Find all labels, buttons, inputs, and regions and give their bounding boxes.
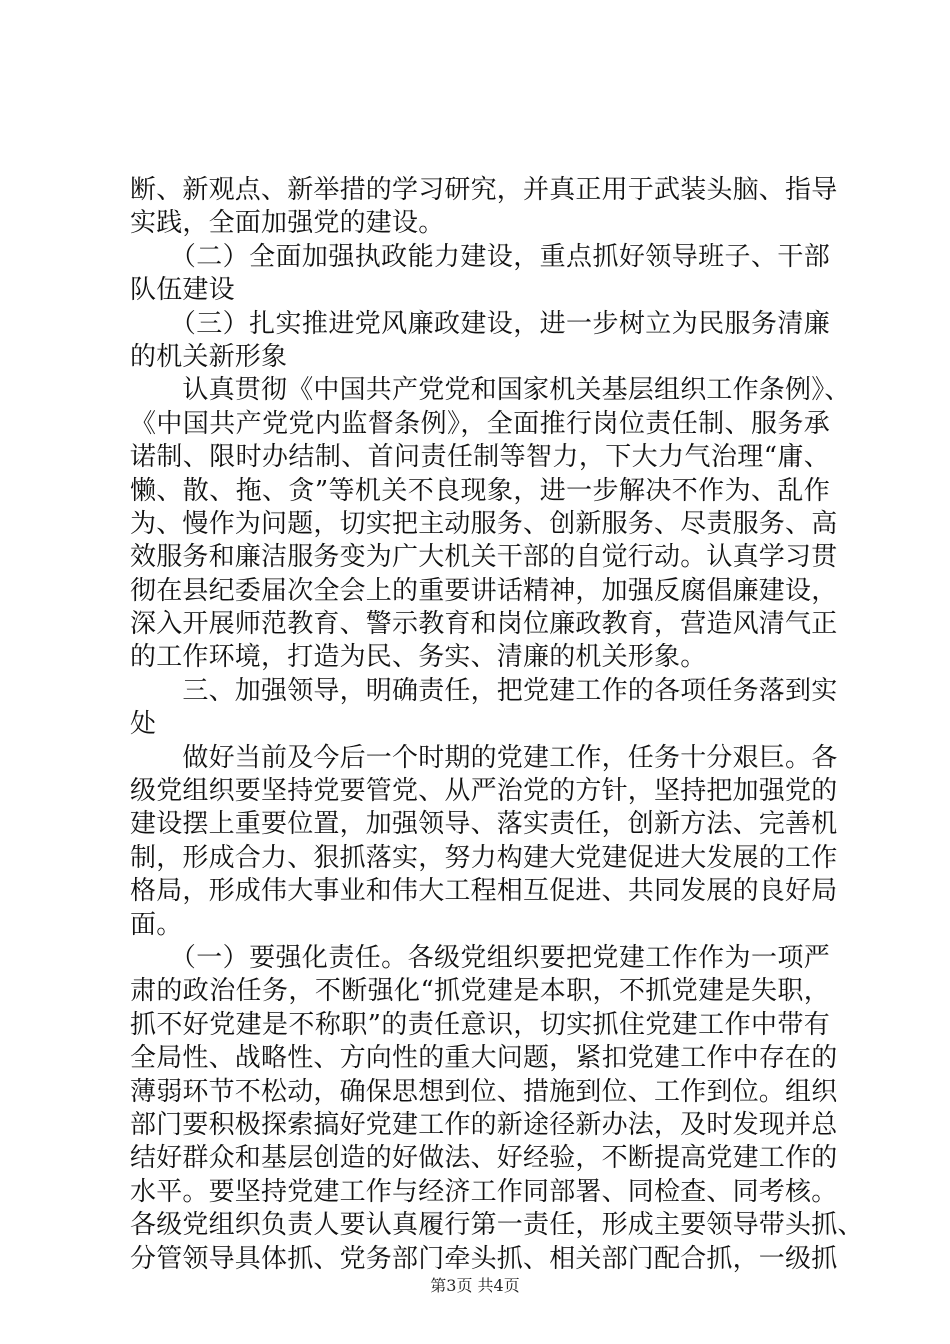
text-line: 认真贯彻《中国共产党党和国家机关基层组织工作条例》、 [130,375,851,406]
text-line: 格局，形成伟大事业和伟大工程相互促进、共同发展的良好局 [130,876,838,907]
text-line: 水平。要坚持党建工作与经济工作同部署、同检查、同考核。 [130,1176,838,1207]
text-line: 结好群众和基层创造的好做法、好经验，不断提高党建工作的 [130,1143,838,1174]
text-line: 实践，全面加强党的建设。 [130,208,445,239]
text-line: 肃的政治任务，不断强化“抓党建是本职，不抓党建是失职， [130,976,830,1007]
text-line: 彻在县纪委届次全会上的重要讲话精神，加强反腐倡廉建设， [130,575,838,606]
text-line: 部门要积极探索搞好党建工作的新途径新办法，及时发现并总 [130,1109,838,1140]
text-line: （三）扎实推进党风廉政建设，进一步树立为民服务清廉 [130,308,830,339]
text-line: 制，形成合力、狠抓落实，努力构建大党建促进大发展的工作 [130,842,838,873]
text-line: 队伍建设 [130,275,235,306]
text-line: 深入开展师范教育、警示教育和岗位廉政教育，营造风清气正 [130,609,838,640]
text-line: 断、新观点、新举措的学习研究，并真正用于武装头脑、指导 [130,175,838,205]
text-line: 《中国共产党党内监督条例》，全面推行岗位责任制、服务承 [130,408,830,439]
text-line: 三、加强领导，明确责任，把党建工作的各项任务落到实 [130,675,838,706]
text-line: 薄弱环节不松动，确保思想到位、措施到位、工作到位。组织 [130,1076,838,1107]
text-line: 做好当前及今后一个时期的党建工作，任务十分艰巨。各 [130,742,838,773]
text-line: 处 [130,709,157,740]
text-line: 效服务和廉洁服务变为广大机关干部的自觉行动。认真学习贯 [130,542,838,573]
text-line: 全局性、战略性、方向性的重大问题，紧扣党建工作中存在的 [130,1043,838,1074]
text-line: 为、慢作为问题，切实把主动服务、创新服务、尽责服务、高 [130,508,838,539]
text-line: 各级党组织负责人要认真履行第一责任，形成主要领导带头抓、 [130,1210,864,1241]
text-line: 的机关新形象 [130,341,288,372]
document-body [130,174,864,1276]
text-line: 抓不好党建是不称职”的责任意识，切实抓住党建工作中带有 [130,1009,830,1040]
text-line: （二）全面加强执政能力建设，重点抓好领导班子、干部 [130,241,830,272]
page-footer: 第3页 共4页 [430,1276,520,1295]
text-line: 的工作环境，打造为民、务实、清廉的机关形象。 [130,642,707,673]
text-line: 分管领导具体抓、党务部门牵头抓、相关部门配合抓，一级抓 [130,1243,838,1274]
text-line: 懒、散、拖、贪”等机关不良现象，进一步解决不作为、乱作 [130,475,830,506]
text-line: 级党组织要坚持党要管党、从严治党的方针，坚持把加强党的 [130,776,838,807]
text-line: 建设摆上重要位置，加强领导、落实责任，创新方法、完善机 [130,809,838,840]
text-line: 面。 [130,909,183,940]
text-line: （一）要强化责任。各级党组织要把党建工作作为一项严 [130,942,830,973]
text-line: 诺制、限时办结制、首问责任制等智力，下大力气治理“庸、 [130,442,830,473]
